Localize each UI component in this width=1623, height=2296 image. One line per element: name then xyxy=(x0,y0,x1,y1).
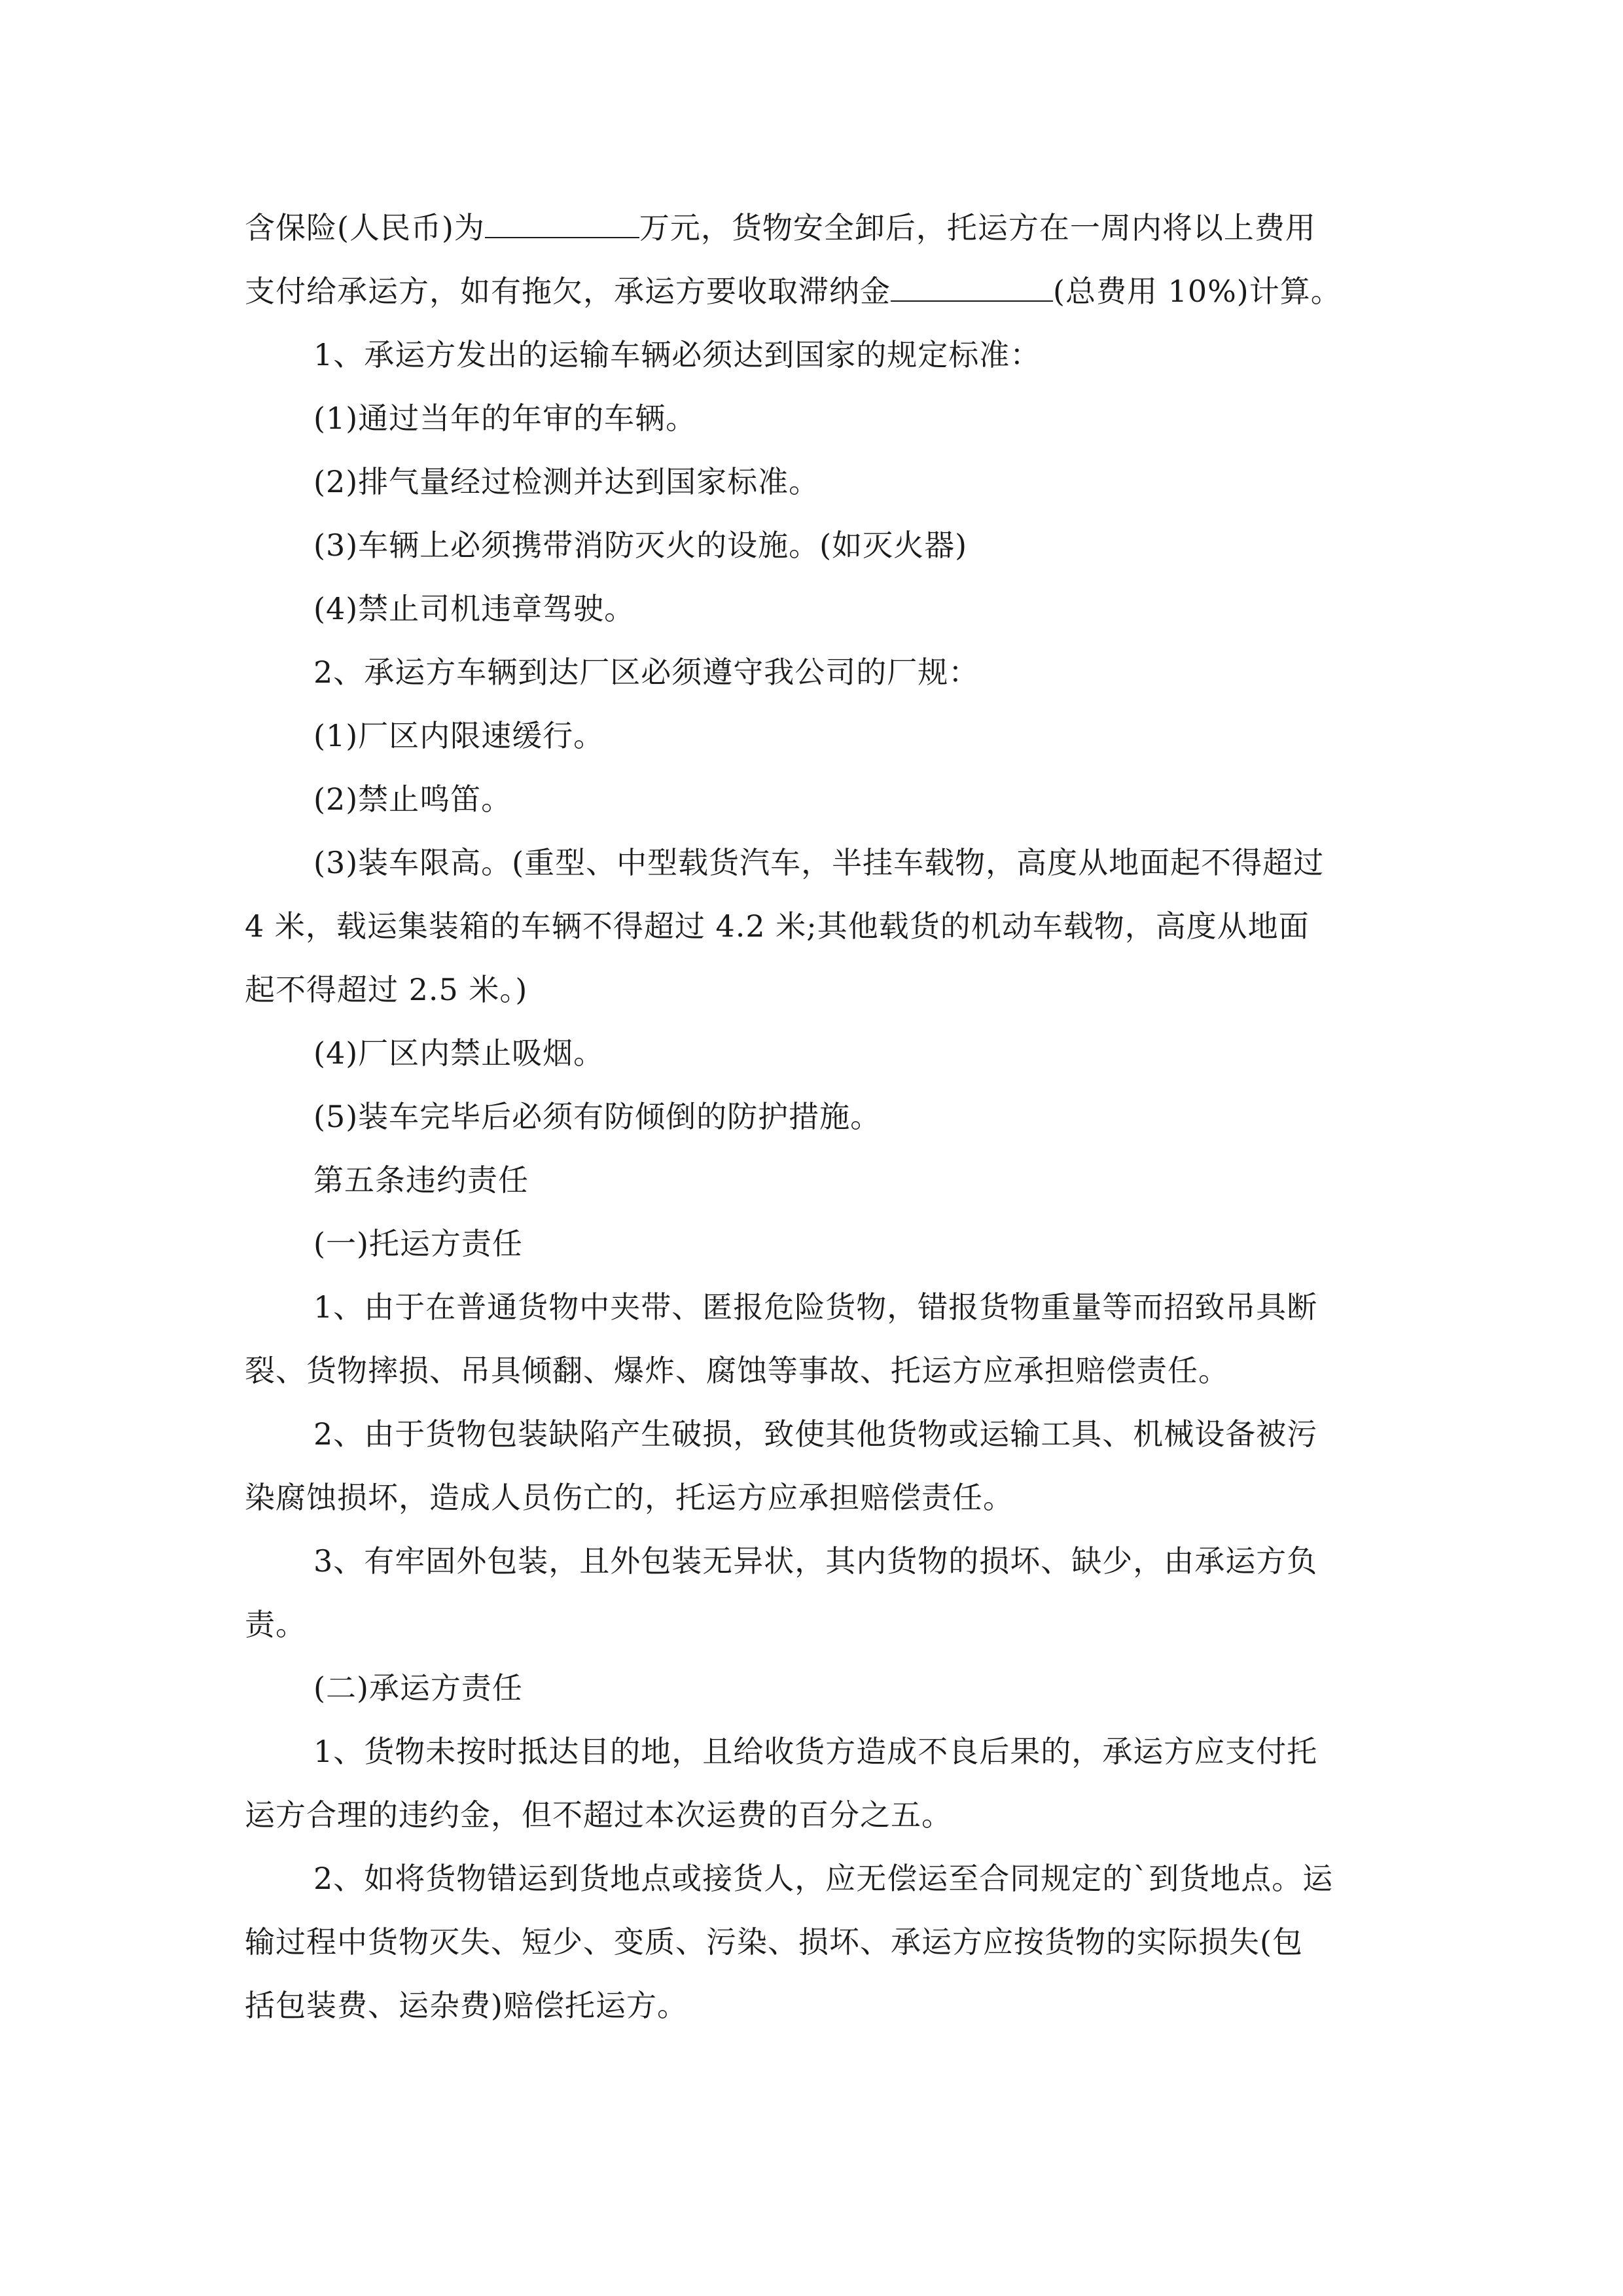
paragraph-continuation: 责。 xyxy=(245,1607,306,1642)
paragraph-continuation: 染腐蚀损坏，造成人员伤亡的，托运方应承担赔偿责任。 xyxy=(245,1480,1014,1515)
list-item: (5)装车完毕后必须有防倾倒的防护措施。 xyxy=(313,1099,882,1134)
list-item-continuation: 4 米，载运集装箱的车辆不得超过 4.2 米;其他载货的机动车载物，高度从地面 xyxy=(245,908,1310,944)
text-span: 万元，货物安全卸后，托运方在一周内将以上费用 xyxy=(639,210,1316,245)
list-item: (1)通过当年的年审的车辆。 xyxy=(313,401,697,436)
list-item: (2)禁止鸣笛。 xyxy=(313,781,512,817)
list-item: (2)排气量经过检测并达到国家标准。 xyxy=(313,464,820,499)
paragraph-continuation: 输过程中货物灭失、短少、变质、污染、损坏、承运方应按货物的实际损失(包 xyxy=(245,1924,1303,1960)
blank-underline-insurance-amount xyxy=(485,211,639,238)
list-item: (3)装车限高。(重型、中型载货汽车，半挂车载物，高度从地面起不得超过 xyxy=(313,845,1325,880)
clause-heading: 1、承运方发出的运输车辆必须达到国家的规定标准： xyxy=(313,337,1041,372)
paragraph-line: 1、由于在普通货物中夹带、匿报危险货物，错报货物重量等而招致吊具断 xyxy=(313,1289,1318,1325)
paragraph-continuation: 裂、货物摔损、吊具倾翻、爆炸、腐蚀等事故、托运方应承担赔偿责任。 xyxy=(245,1353,1229,1388)
blank-underline-late-fee xyxy=(891,274,1053,302)
section-heading: (一)托运方责任 xyxy=(313,1226,523,1261)
paragraph-continuation: 运方合理的违约金，但不超过本次运费的百分之五。 xyxy=(245,1797,952,1833)
list-item-continuation: 起不得超过 2.5 米。) xyxy=(245,972,528,1007)
list-item: (4)厂区内禁止吸烟。 xyxy=(313,1035,605,1071)
paragraph-line: 3、有牢固外包装，且外包装无异状，其内货物的损坏、缺少，由承运方负 xyxy=(313,1543,1318,1579)
list-item: (3)车辆上必须携带消防灭火的设施。(如灭火器) xyxy=(313,528,968,563)
list-item: (1)厂区内限速缓行。 xyxy=(313,718,605,753)
paragraph-line: 2、如将货物错运到货地点或接货人，应无偿运至合同规定的`到货地点。运 xyxy=(313,1861,1334,1896)
section-heading: (二)承运方责任 xyxy=(313,1670,523,1706)
paragraph-continuation: 括包装费、运杂费)赔偿托运方。 xyxy=(245,1988,688,2023)
text-span: 含保险(人民币)为 xyxy=(245,210,485,245)
text-span: 支付给承运方，如有拖欠，承运方要收取滞纳金 xyxy=(245,274,891,309)
list-item: (4)禁止司机违章驾驶。 xyxy=(313,591,635,626)
text-span: (总费用 10%)计算。 xyxy=(1053,274,1342,309)
paragraph-line xyxy=(245,260,1383,323)
paragraph-line: 2、由于货物包装缺陷产生破损，致使其他货物或运输工具、机械设备被污 xyxy=(313,1416,1318,1452)
document-body xyxy=(245,196,1383,2037)
clause-heading: 2、承运方车辆到达厂区必须遵守我公司的厂规： xyxy=(313,655,980,690)
paragraph-line xyxy=(245,196,1383,260)
paragraph-line: 1、货物未按时抵达目的地，且给收货方造成不良后果的，承运方应支付托 xyxy=(313,1734,1318,1769)
article-heading: 第五条违约责任 xyxy=(313,1162,529,1198)
